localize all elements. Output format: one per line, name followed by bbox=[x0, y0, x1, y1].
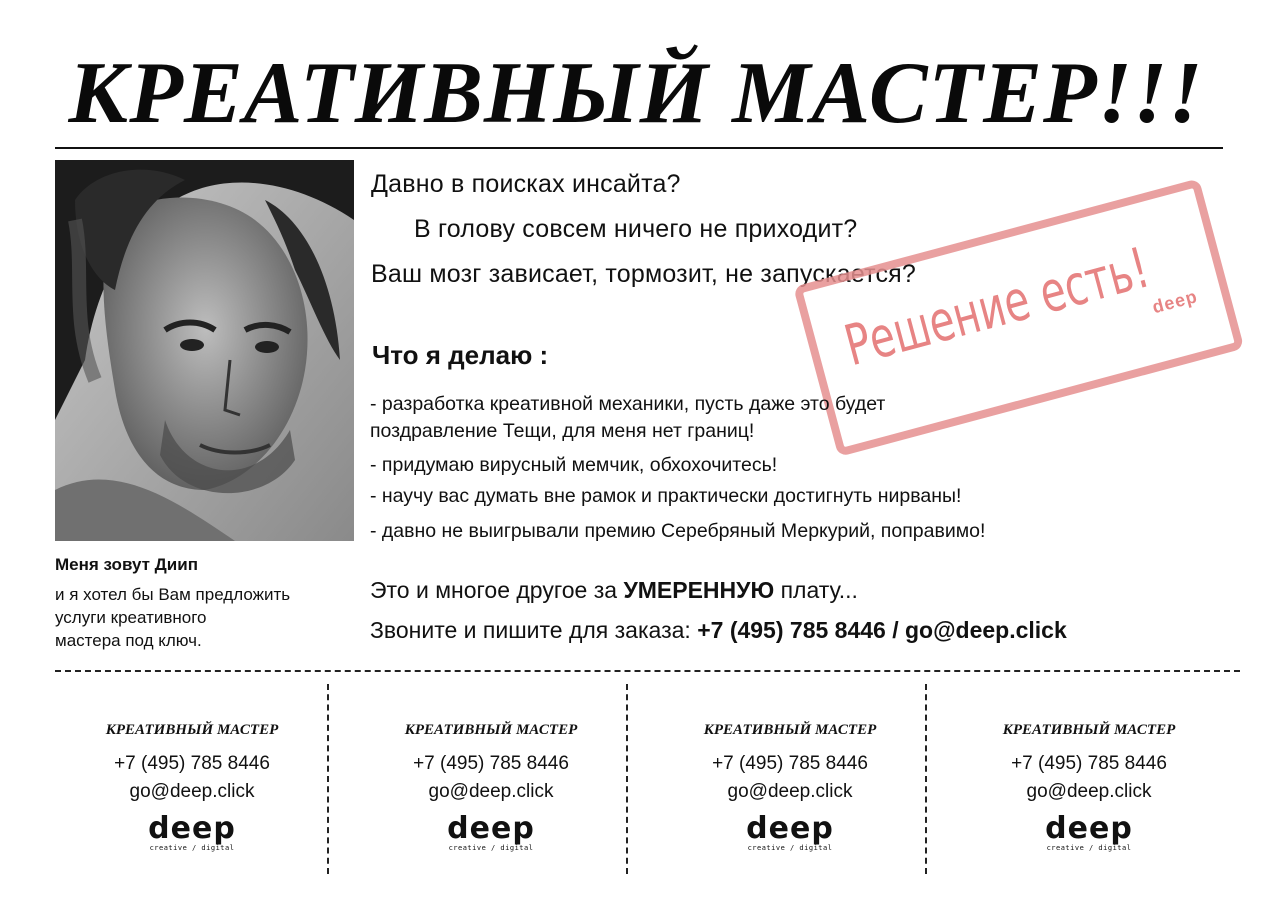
offer-line bbox=[370, 577, 858, 604]
coupon-phone: +7 (495) 785 8446 bbox=[712, 753, 868, 774]
coupon-title: КРЕАТИВНЫЙ МАСТЕР bbox=[1002, 722, 1176, 738]
service-item: - давно не выигрывали премию Серебряный Меркурий, поправимо! bbox=[370, 520, 986, 542]
contact-value: +7 (495) 785 8446 / go@deep.click bbox=[697, 617, 1067, 643]
service-item: - разработка креативной механики, пусть даже это будет bbox=[370, 393, 886, 415]
coupon-phone: +7 (495) 785 8446 bbox=[114, 753, 270, 774]
question-2: В голову совсем ничего не приходит? bbox=[414, 215, 858, 243]
contact-prefix: Звоните и пишите для заказа: bbox=[370, 617, 698, 643]
service-item: - научу вас думать вне рамок и практически достигнуть нирваны! bbox=[370, 485, 962, 507]
logo-tagline: creative / digital bbox=[149, 844, 235, 852]
question-3: Ваш мозг зависает, тормозит, не запускается? bbox=[371, 260, 917, 288]
deep-logo: deep bbox=[447, 811, 535, 846]
portrait-photo bbox=[55, 160, 354, 541]
deep-logo: deep bbox=[148, 811, 236, 846]
logo-tagline: creative / digital bbox=[1046, 844, 1132, 852]
caption-line: и я хотел бы Вам предложить bbox=[55, 585, 291, 604]
coupon-phone: +7 (495) 785 8446 bbox=[413, 753, 569, 774]
page-title: КРЕАТИВНЫЙ МАСТЕР!!! bbox=[68, 45, 1204, 142]
stamp-text: Решение есть! bbox=[838, 235, 1156, 380]
coupon-title: КРЕАТИВНЫЙ МАСТЕР bbox=[105, 722, 279, 738]
offer-prefix: Это и многое другое за bbox=[370, 577, 624, 603]
contact-line bbox=[370, 617, 1067, 644]
service-item: - придумаю вирусный мемчик, обхохочитесь! bbox=[370, 454, 778, 476]
coupon-email: go@deep.click bbox=[727, 781, 853, 802]
caption-text bbox=[55, 583, 315, 652]
title-rule bbox=[55, 147, 1223, 149]
question-1: Давно в поисках инсайта? bbox=[371, 170, 681, 198]
service-item: поздравление Тещи, для меня нет границ! bbox=[370, 420, 755, 442]
offer-suffix: плату... bbox=[774, 577, 858, 603]
deep-logo: deep bbox=[746, 811, 834, 846]
coupon-email: go@deep.click bbox=[1026, 781, 1152, 802]
coupon-title: КРЕАТИВНЫЙ МАСТЕР bbox=[703, 722, 877, 738]
coupon-email: go@deep.click bbox=[428, 781, 554, 802]
tear-off-coupon[interactable] bbox=[650, 690, 930, 880]
coupon-phone: +7 (495) 785 8446 bbox=[1011, 753, 1167, 774]
caption-line: услуги креативного bbox=[55, 608, 207, 627]
logo-tagline: creative / digital bbox=[448, 844, 534, 852]
deep-logo: deep bbox=[1045, 811, 1133, 846]
stamp-logo: deep bbox=[1150, 286, 1200, 318]
logo-tagline: creative / digital bbox=[747, 844, 833, 852]
section-heading: Что я делаю : bbox=[372, 340, 549, 370]
tear-off-coupon[interactable] bbox=[52, 690, 332, 880]
tear-off-coupon[interactable] bbox=[949, 690, 1229, 880]
coupon-email: go@deep.click bbox=[129, 781, 255, 802]
coupon-title: КРЕАТИВНЫЙ МАСТЕР bbox=[404, 722, 578, 738]
offer-emphasis: УМЕРЕННУЮ bbox=[623, 577, 775, 603]
caption-name: Меня зовут Диип bbox=[55, 555, 198, 574]
tear-off-coupon[interactable] bbox=[351, 690, 631, 880]
cut-line-horizontal bbox=[55, 670, 1240, 672]
caption-line: мастера под ключ. bbox=[55, 631, 202, 650]
